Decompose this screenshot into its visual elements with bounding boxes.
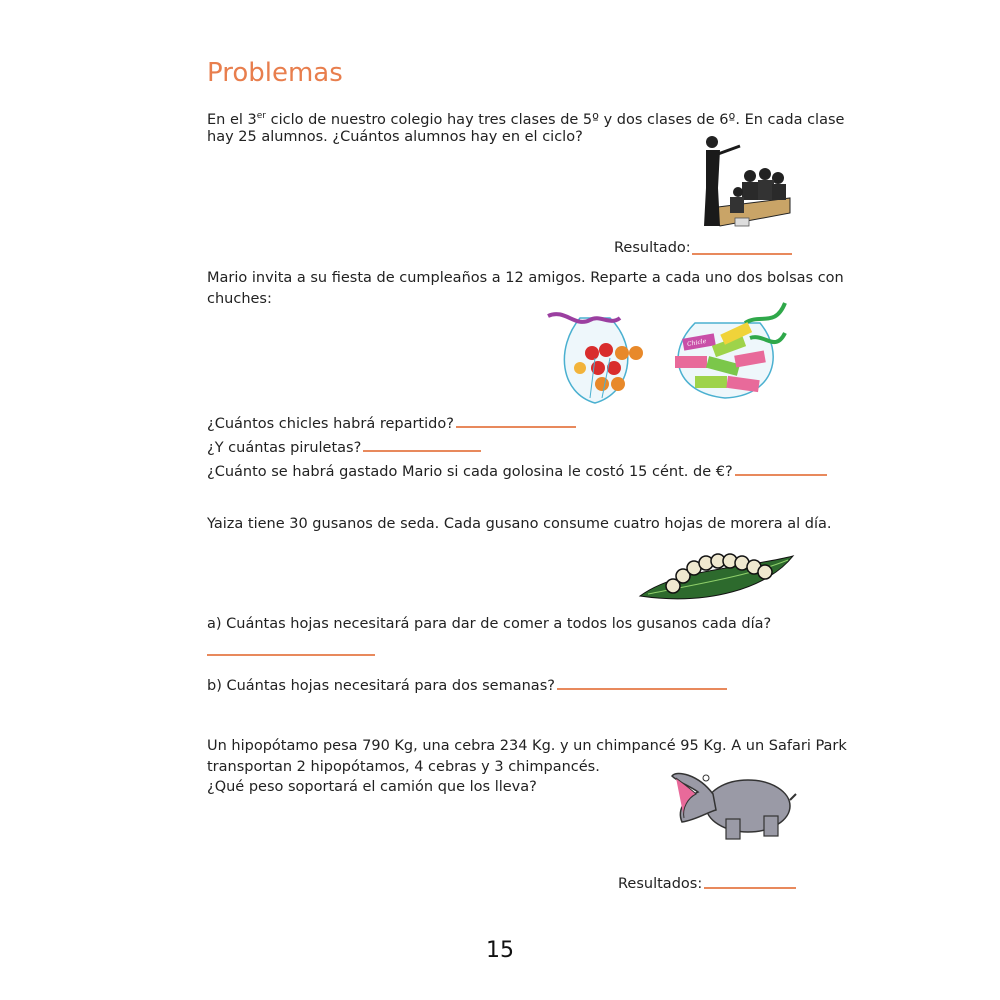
problem-4-result-label: Resultados: xyxy=(618,876,703,892)
question-b-answer-line[interactable] xyxy=(557,688,727,690)
problem-4-line-3: ¿Qué peso soportará el camión que los lleva? xyxy=(207,779,537,795)
lollipops-answer-line[interactable] xyxy=(363,450,481,452)
problem-3-question-a: a) Cuántas hojas necesitará para dar de comer a todos los gusanos cada día? xyxy=(207,616,772,632)
problem-1-text-b: ciclo de nuestro colegio hay tres clases de 5º y dos clases de 6º. En cada clase xyxy=(266,111,845,128)
problem-1-result-label: Resultado: xyxy=(614,240,691,256)
cost-answer-line[interactable] xyxy=(735,474,827,476)
chewing-gum-bag-illustration xyxy=(665,298,795,408)
question-chewing-gum: ¿Cuántos chicles habrá repartido? xyxy=(207,416,454,432)
problem-1-answer-line[interactable] xyxy=(692,253,792,255)
problem-3-line-1: Yaiza tiene 30 gusanos de seda. Cada gusano consume cuatro hojas de morera al día. xyxy=(207,516,832,532)
page-title: Problemas xyxy=(207,58,343,88)
chicle-label: Chicle xyxy=(686,337,707,349)
problem-1-text-a: En el 3 xyxy=(207,111,257,128)
problem-4-line-1: Un hipopótamo pesa 790 Kg, una cebra 234 Kg. y un chimpancé 95 Kg. A un Safari Park xyxy=(207,738,847,754)
problem-2-question-1 xyxy=(207,414,576,435)
ordinal-superscript: er xyxy=(256,111,266,121)
page-number: 15 xyxy=(486,938,514,963)
chewing-gum-answer-line[interactable] xyxy=(456,426,576,428)
question-lollipops: ¿Y cuántas piruletas? xyxy=(207,440,362,456)
problem-1-line-2: hay 25 alumnos. ¿Cuántos alumnos hay en el ciclo? xyxy=(207,129,583,145)
problem-4-answer-line[interactable] xyxy=(704,887,796,889)
question-cost: ¿Cuánto se habrá gastado Mario si cada golosina le costó 15 cént. de €? xyxy=(207,464,733,480)
problem-2-question-3 xyxy=(207,462,827,483)
problem-2-line-1: Mario invita a su fiesta de cumpleaños a 12 amigos. Reparte a cada uno dos bolsas con xyxy=(207,270,844,286)
problem-3-question-b xyxy=(207,676,727,697)
question-a-answer-line[interactable] xyxy=(207,654,375,656)
silkworm-leaf-illustration xyxy=(638,548,798,606)
problem-2-line-2: chuches: xyxy=(207,291,272,307)
problem-2-question-2 xyxy=(207,438,481,459)
classroom-illustration xyxy=(690,128,795,233)
question-b-text: b) Cuántas hojas necesitará para dos semanas? xyxy=(207,678,555,694)
lollipop-bag-illustration xyxy=(540,298,650,408)
problem-4-line-2: transportan 2 hipopótamos, 4 cebras y 3 chimpancés. xyxy=(207,759,600,775)
hippopotamus-illustration xyxy=(668,764,798,844)
